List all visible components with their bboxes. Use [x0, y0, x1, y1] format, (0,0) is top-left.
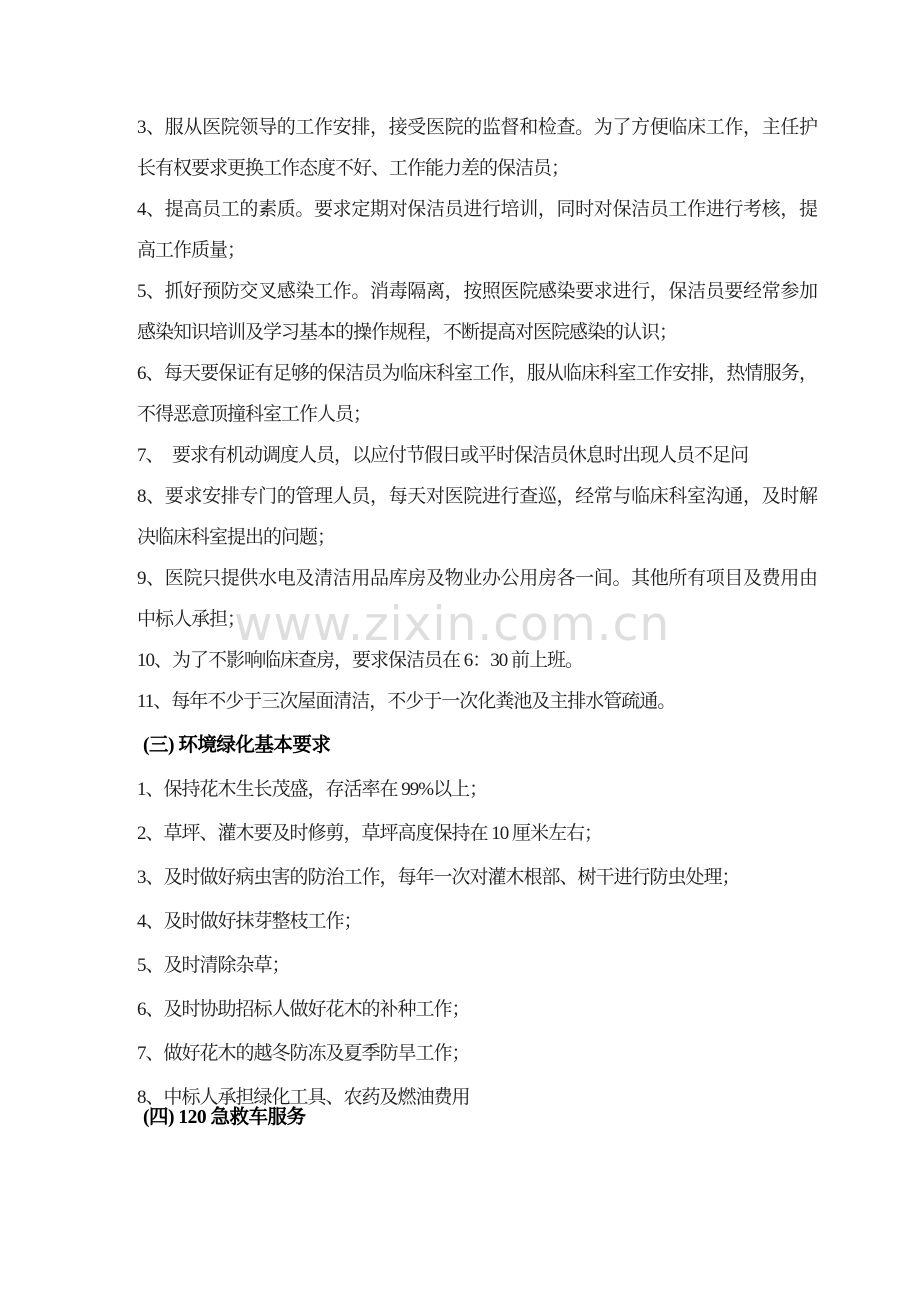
- text-line: 2、草坪、灌木要及时修剪，草坪高度保持在 10 厘米左右；: [137, 823, 603, 844]
- text-line: 中标人承担；: [137, 609, 246, 630]
- text-line: 决临床科室提出的问题；: [137, 527, 336, 548]
- text-line: 10、为了不影响临床查房，要求保洁员在 6：30 前上班。: [137, 650, 584, 671]
- text-line: 3、及时做好病虫害的防治工作，每年一次对灌木根部、树干进行防虫处理；: [137, 867, 740, 888]
- paragraph: [137, 856, 817, 900]
- paragraph: [137, 1032, 817, 1076]
- paragraph: [137, 944, 817, 988]
- paragraph: [137, 558, 817, 640]
- paragraph: [137, 353, 817, 435]
- paragraph: [137, 435, 817, 476]
- section-heading-ambulance: (四) 120 急救车服务: [143, 1107, 306, 1128]
- text-line: 6、及时协助招标人做好花木的补种工作；: [137, 999, 470, 1020]
- paragraph: [137, 768, 817, 812]
- text-line: 3、服从医院领导的工作安排，接受医院的监督和检查。为了方便临床工作，主任护: [137, 117, 817, 138]
- paragraph: [137, 640, 817, 681]
- watermark-text: www.zixin.com.cn: [234, 597, 671, 652]
- text-line: 7、 要求有机动调度人员，以应付节假日或平时保洁员休息时出现人员不足问: [137, 445, 749, 466]
- text-line: 5、及时清除杂草；: [137, 955, 290, 976]
- paragraph: [137, 189, 817, 271]
- text-line: 8、要求安排专门的管理人员，每天对医院进行查巡，经常与临床科室沟通，及时解: [137, 486, 817, 507]
- section-cleaning-requirements-list: [137, 107, 817, 722]
- text-line: 4、及时做好抹芽整枝工作；: [137, 911, 362, 932]
- text-line: 不得恶意顶撞科室工作人员；: [137, 404, 372, 425]
- section-greening-requirements-list: [137, 768, 817, 1120]
- text-line: 高工作质量；: [137, 240, 246, 261]
- paragraph: [137, 476, 817, 558]
- paragraph: [137, 900, 817, 944]
- text-line: 6、每天要保证有足够的保洁员为临床科室工作，服从临床科室工作安排，热情服务，: [137, 363, 817, 384]
- text-line: 感染知识培训及学习基本的操作规程，不断提高对医院感染的认识；: [137, 322, 678, 343]
- paragraph: [137, 681, 817, 722]
- text-line: 1、保持花木生长茂盛，存活率在 99%以上；: [137, 779, 488, 800]
- text-line: 11、每年不少于三次屋面清洁，不少于一次化粪池及主排水管疏通。: [137, 691, 676, 712]
- document-content: [137, 107, 817, 1140]
- section-heading-greening: (三) 环境绿化基本要求: [143, 735, 331, 756]
- text-line: 8、中标人承担绿化工具、农药及燃油费用: [137, 1087, 470, 1108]
- text-line: 9、医院只提供水电及清洁用品库房及物业办公用房各一间。其他所有项目及费用由: [137, 568, 817, 589]
- paragraph: [137, 107, 817, 189]
- paragraph: [137, 812, 817, 856]
- paragraph: [137, 988, 817, 1032]
- text-line: 4、提高员工的素质。要求定期对保洁员进行培训，同时对保洁员工作进行考核，提: [137, 199, 817, 220]
- text-line: 5、抓好预防交叉感染工作。消毒隔离，按照医院感染要求进行，保洁员要经常参加: [137, 281, 817, 302]
- text-line: 7、做好花木的越冬防冻及夏季防旱工作；: [137, 1043, 470, 1064]
- paragraph: [137, 271, 817, 353]
- text-line: 长有权要求更换工作态度不好、工作能力差的保洁员；: [137, 158, 570, 179]
